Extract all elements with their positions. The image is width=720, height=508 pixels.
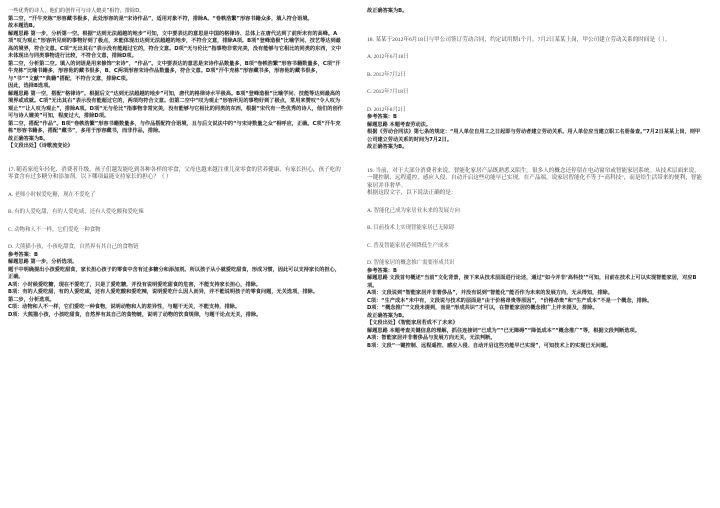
question-19-option-b: B. 目前技术上实现智能家居已无障碍 — [367, 225, 455, 231]
text-line: 因此，选择B选项。 — [8, 83, 54, 89]
answer-line: 解题思路 第一步，分析选项。 — [8, 259, 78, 265]
question-17-stem: 17. 随着家庭年轻化、消费者升级，孩子们越发能吃到各种各样的零食，父母也越来越注重儿童零食的营养健康，有家长担心，孩子吃的零食含有过多糖分和添加剂。以下哪项最能支持家长的担心？（ ） — [8, 166, 341, 180]
question-17-option-d: D. 大熊猫小孩，小孩吃甜食，自然界有其自己的食物链 — [8, 244, 139, 250]
question-17-option-c: C. 动物和人不一样，它们爱吃一种食物 — [8, 226, 101, 233]
question-17-option-a: A. 老师小时候爱吃糖，现在不爱吃了 — [8, 191, 96, 198]
answer-line: 参考答案：B — [367, 267, 397, 274]
text-line: 第二空，“汗牛充栋”形容藏书极多，此处形容的是“宋诗作品”，适用对象不符，排除A。“卷帙浩繁”形容书籍众多，填入符合语境。 — [8, 15, 313, 22]
answer-line: D项：大熊猫小孩，小孩吃甜食，自然界有其自己的食物链，说明了动物的饮食规律，与题干论点无关，排除。 — [8, 311, 262, 318]
answer-line: A项：文段说到“智能家居并非奢侈品”，并没有说到“智能化”能否作为未来的发展方向，无从得知，排除。 — [367, 290, 613, 296]
answer-line: 题干中明确提出小孩爱吃甜食，家长担心孩子的零食中含有过多糖分和添加剂。所以孩子从小就爱吃甜食，形成习惯，因此可以支持家长的担心，正确。 — [8, 266, 341, 280]
question-18-option-d: D. 2012年8月2日 — [367, 106, 406, 113]
answer-line: 解题思路 本题考查关键信息的理解，抓住连接词“已成为”“已无障碍”“降低成本”“概念推广”等，根据文段判断选项。 — [367, 327, 640, 334]
answer-line: 故正确答案为B。 — [367, 312, 408, 319]
answer-line: C项：动物和人不一样，它们爱吃一种食物，说明动物和人的差异性，与题干无关，不能支持，排除。 — [8, 304, 241, 310]
text-line: 故本题选B。 — [8, 23, 38, 29]
text-line: 一些优秀的诗人，他们的创作可与诗人媲美”相符，排除D。 — [8, 8, 145, 14]
right-column — [367, 8, 703, 350]
answer-line: 解题思路 文段首句概述“当前”文化背景，接下来从技术层面进行论述，通过“如今并非‘高科技’”可知，目前在技术上可以实现智能家居，对应B项。 — [367, 275, 697, 289]
question-19-option-a: A. 智能化已成为家居业未来的发展方向 — [367, 207, 460, 214]
source-note: 【文段出处】《智能家居若成不了未来》 — [367, 320, 458, 326]
answer-line: 第二步，分析选项。 — [8, 296, 55, 303]
question-18-option-c: C. 2012年7月18日 — [367, 89, 409, 95]
text-line: 解题思路 第一空，搭配“格律诗”。根据后文“达到无法超越的地步”可知，唐代的格律诗水平极高。B项“登峰造极”比喻学问、技能等达到最高的境界或成就。C项“无出其右”表示没有能超过它的，两项均符合文意。但第二空中“叹为观止”形容所见的事物好到了极点，常用来赞叹“令人叹为观止”“让人叹为观止”，排除A项。D项“无与伦比”指事物非常完美，没有能够与它相比的同类的东西，根据“宋代有一些优秀的诗人，他们的创作可与诗人媲美”可知，程度过大，排除D项。 — [8, 90, 343, 119]
question-19-option-c: C. 普及智能家居必须降低生产成本 — [367, 242, 449, 249]
source-note: 【文段出处】《诗歌流变论》 — [8, 143, 73, 149]
answer-line: A项：智能家居并非奢侈品与发展方向无关，无法判断。 — [367, 335, 496, 341]
answer-line: D项：“概念推广”文段未提到，而是“形成共识”才可以，在智能家居的概念推广上并未提及，排除。 — [367, 305, 598, 311]
question-19-intro: 根据这段文字，以下说法正确的是： — [367, 190, 457, 196]
answer-line: 故正确答案为B。 — [367, 144, 408, 150]
text-line: 故正确答案为B。 — [8, 135, 49, 142]
answer-line: 故正确答案为B。 — [367, 8, 408, 14]
question-18-stem: 18. 某某于2012年6月18日与甲公司签订劳动合同，约定试用期1个月。7月2日某某上岗，甲公司建立劳动关系的时间是（ ）。 — [367, 36, 671, 43]
text-line: 第二空，搭配“作品”。B项“卷帙浩繁”形容书籍数量多，与作品搭配符合语境，且与后文说法中的“与宋诗数量之众”相呼应，正确。C项“汗牛充栋”形容书籍多，搭配“藏书”，多用于形容藏书，而非作品，排除。 — [8, 120, 341, 134]
question-18-option-a: A. 2012年6月18日 — [367, 54, 409, 60]
answer-line: B项：有的人爱吃甜，有的人爱吃咸，还有人爱吃酸和爱吃辣，说明爱吃什么因人而异，并不能说明孩子的零食问题，无关选项，排除。 — [8, 289, 319, 295]
answer-line: C项：“生产成本”未中有，文段说与技术的层面是“由于价格昂贵等原因”，“价格昂贵”和“生产成本”不是一个概念，排除。 — [367, 297, 653, 304]
text-line: 第二空，分析第二空。填入的词语是用来修饰“宋诗”，“作品”。文中要表达的意思是宋诗作品数量多，B项“卷帙浩繁”形容书籍数量多，C项“汗牛充栋”比喻书籍多，形容他的藏书很多，B、C两项形容宋诗作品数量多，符合文意。D项“汗牛充栋”形容藏书多，形容他的藏书很多，与“书”“文献”“典籍”搭配，不符合文意，排除C项。 — [8, 60, 341, 82]
text-line: 解题思路 第一步，分析第一空。根据“达到无法超越的地步”可知，文中要表达的意思是中国的格律诗、总体上在唐代达到了前所未有的高峰。A项“叹为观止”形容所见到的事物好到了极点，未能体现出达到无法超越的地步，不符合文意，排除A项。B项“登峰造极”比喻学问、技艺等达到最高的境界，符合文意。C项“无出其右”表示没有能超过它的，符合文意。D项“无与伦比”指事物非常完美，没有能够与它相比的同类的东西，文中未体现出与同类事物进行比较，不符合文意，排除D项。 — [8, 30, 342, 59]
answer-line: 根据《劳动合同法》第七条的规定：“用人单位自用工之日起即与劳动者建立劳动关系。用人单位应当建立职工名册备查。”7月2日某某上岗，则甲公司建立劳动关系的时间为7月2日。 — [367, 129, 701, 143]
question-18-option-b: B. 2012年7月2日 — [367, 71, 406, 78]
answer-line: 参考答案：B — [8, 251, 38, 258]
question-19-stem: 19. 当前，对于大部分消费者来说，智能化家居产品既熟悉又陌生。很多人的概念还停留在电动窗帘或智能家居系统。从技术层面来说，一键控制、远程遥控、感应入侵、自动开启这些功能早已实现，在产品端，说家居智能化不等于“高科技”，而是给生活带来的便利，智能家居并非奢华。 — [367, 167, 702, 189]
answer-line: 参考答案：B — [367, 114, 397, 120]
question-19-option-d: D. 智能家居的概念推广需要形成共识 — [367, 260, 455, 266]
answer-line: 解题思路 本题考查劳动法。 — [367, 121, 432, 128]
question-17-option-b: B. 有的人爱吃甜，有的人爱吃咸，还有人爱吃酸和爱吃辣 — [8, 209, 144, 215]
answer-line: B项：文段“一键控制、远程遥控、感应入侵、自动开启这些功能早已实现”，可知技术上的实现已无问题。 — [367, 342, 612, 349]
answer-line: A项：小时候爱吃糖，现在不爱吃了，只是了爱吃糖，并没有说明爱吃甜食的危害，不能支持家长担心，排除。 — [8, 281, 262, 288]
left-column — [8, 8, 344, 319]
